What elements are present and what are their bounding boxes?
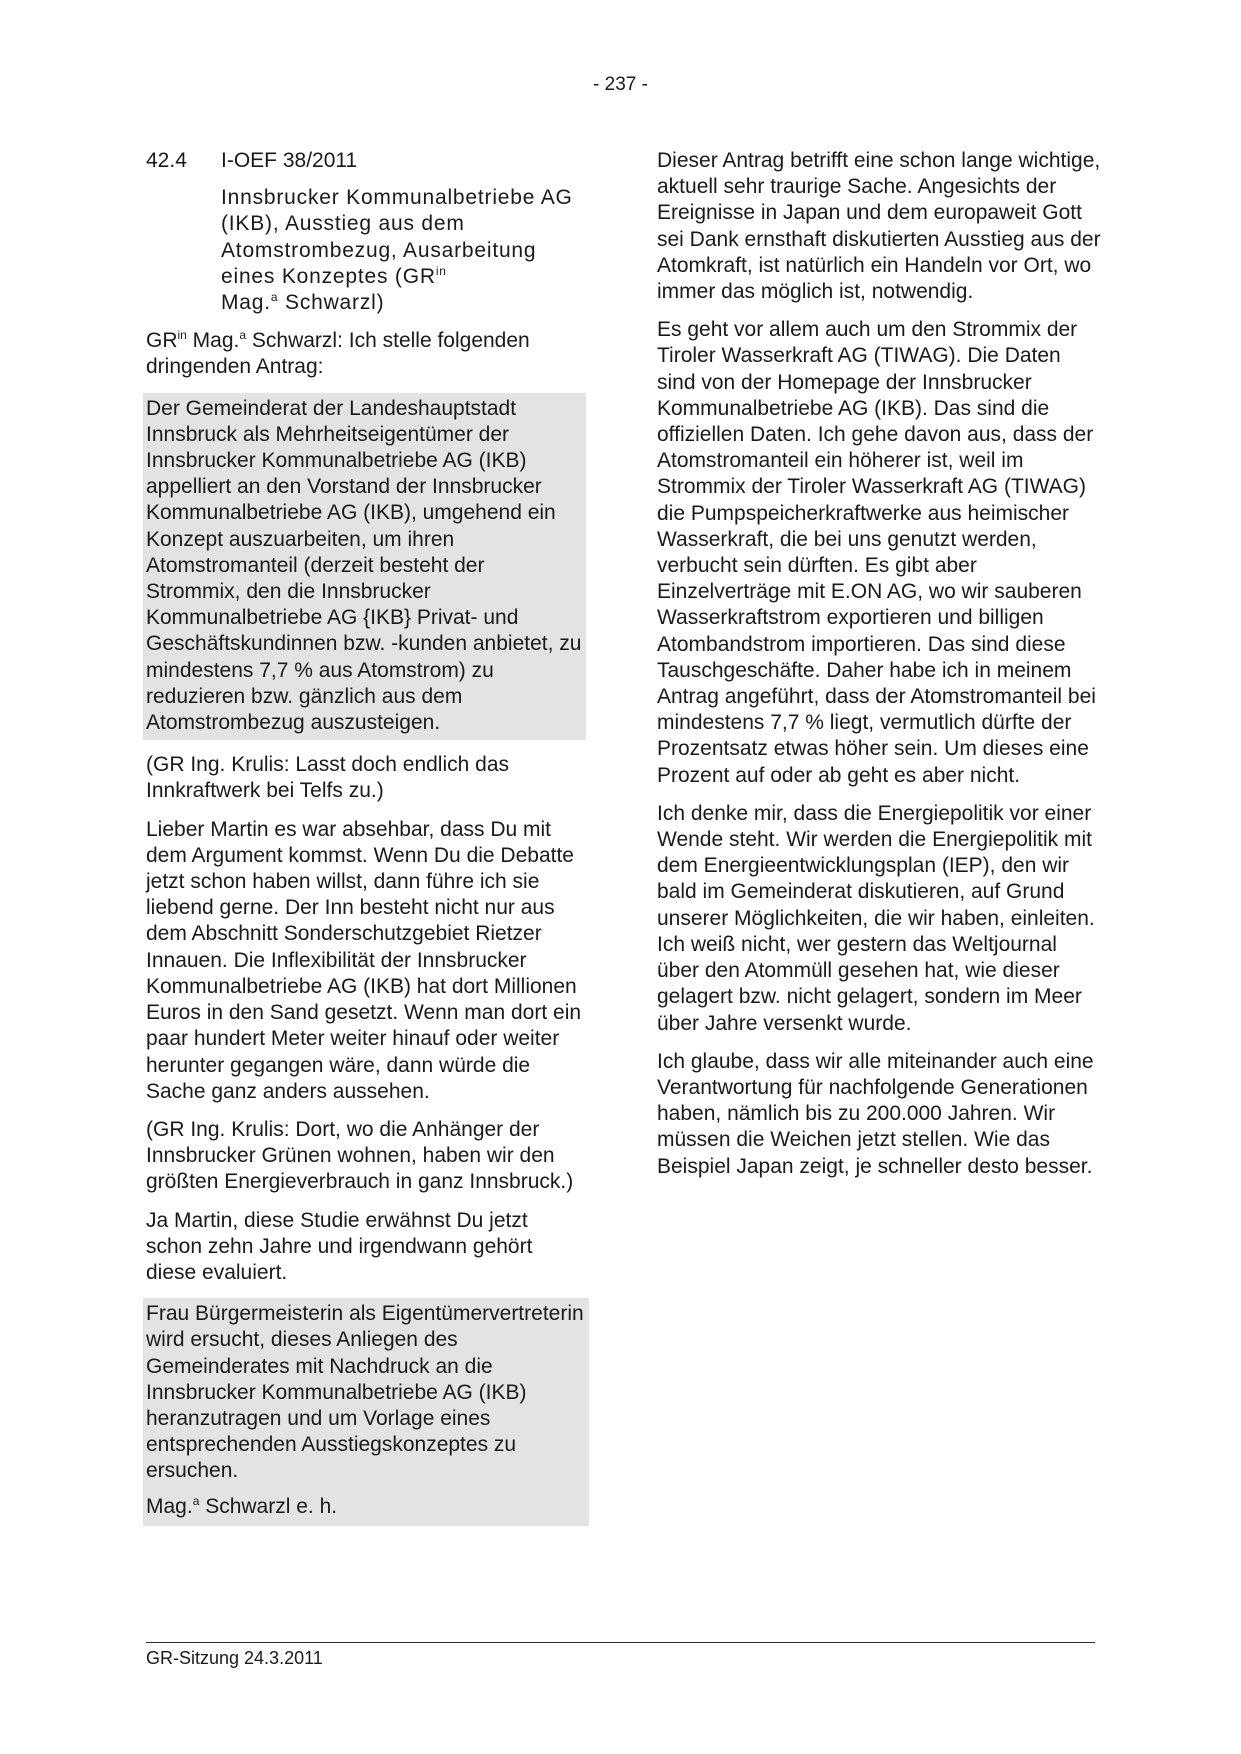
paragraph: Ich glaube, dass wir alle miteinander auch eine Verantwortung für nachfolgende Generationen haben, nämlich bis zu 200.000 Jahren. Wir müssen die Weichen jetzt stellen. Wie das Beispiel Japan zeigt, je schneller desto besser. [657,1049,1094,1178]
motion-signature: Mag.$^a$ Schwarzl e. h. [146,1493,338,1518]
paragraph: Ich denke mir, dass die Energiepolitik vor einer Wende steht. Wir werden die Energiepolitik mit dem Energieentwicklungsplan (IEP), den wir bald im Gemeinderat diskutieren, auf Grund unserer Möglichkeiten, die wir haben, einleiten. Ich weiß nicht, wer gestern das Weltjournal über den Atommüll gesehen hat, wie dieser gelagert bzw. nicht gelagert, sondern im Meer über Jahre versenkt wurde. [657,801,1095,1035]
motion-text-2 [143,1298,589,1526]
motion-paragraph: Frau Bürgermeisterin als Eigentümervertreterin wird ersucht, dieses Anliegen des Gemeinderates mit Nachdruck an die Innsbrucker Kommunalbetriebe AG (IKB) heranzutragen und um Vorlage eines entsprechenden Ausstiegskonzeptes zu ersuchen. [146,1302,584,1483]
agenda-number: 42.4 [146,149,187,172]
paragraph: Es geht vor allem auch um den Strommix der Tiroler Wasserkraft AG (TIWAG). Die Daten sind von der Homepage der Innsbrucker Kommunalbetriebe AG (IKB). Das sind die offiziellen Daten. Ich gehe davon aus, dass der Atomstromanteil ein höherer ist, weil im Strommix der Tiroler Wasserkraft AG (TIWAG) die Pumpspeicherkraftwerke aus heimischer Wasserkraft, die bei uns genutzt werden, verbucht sein dürften. Es gibt aber Einzelverträge mit E.ON AG, wo wir sauberen Wasserkraftstrom exportieren und billigen Atombandstrom importieren. Das sind diese Tauschgeschäfte. Daher habe ich in meinem Antrag angeführt, dass der Atomstromanteil bei mindestens 7,7 % liegt, vermutlich dürfte der Prozentsatz etwas höher sein. Um dieses eine Prozent auf oder ab geht es aber nicht. [657,318,1096,787]
interjection: (GR Ing. Krulis: Dort, wo die Anhänger der Innsbrucker Grünen wohnen, haben wir den größten Energieverbrauch in ganz Innsbruck.) [146,1117,574,1194]
agenda-subject: Innsbrucker Kommunalbetriebe AG (IKB), Ausstieg aus dem Atomstrombezug, Ausarbeitung eines Konzeptes ($GR^{in}$ Mag.$^a$ Schwarzl) [221,186,573,315]
right-column [657,148,1102,1192]
agenda-reference: I-OEF 38/2011 [221,149,358,172]
interjection: (GR Ing. Krulis: Lasst doch endlich das Innkraftwerk bei Telfs zu.) [146,753,510,803]
paragraph: Dieser Antrag betrifft eine schon lange wichtige, aktuell sehr traurige Sache. Angesichts der Ereignisse in Japan und dem europaweit Gott sei Dank ernsthaft diskutierten Ausstieg aus der Atomkraft, ist natürlich ein Handeln vor Ort, wo immer das möglich ist, notwendig. [657,149,1101,304]
agenda-heading [146,148,586,174]
motion-text-1 [143,393,586,741]
speaker-intro: $GR^{in}$ Mag.$^a$ Schwarzl: Ich stelle folgenden dringenden Antrag: [146,328,530,379]
motion-paragraph: Der Gemeinderat der Landeshauptstadt Innsbruck als Mehrheitseigentümer der Innsbrucker Kommunalbetriebe AG (IKB) appelliert an den Vorstand der Innsbrucker Kommunalbetriebe AG (IKB), umgehend ein Konzept auszuarbeiten, um ihren Atomstromanteil (derzeit besteht der Strommix, den die Innsbrucker Kommunalbetriebe AG {IKB} Privat- und Geschäftskundinnen bzw. -kunden anbietet, zu mindestens 7,7 % aus Atomstrom) zu reduzieren bzw. gänzlich aus dem Atomstrombezug auszusteigen. [146,396,582,735]
footer-session-date: GR-Sitzung 24.3.2011 [146,1648,323,1668]
paragraph: Ja Martin, diese Studie erwähnst Du jetzt schon zehn Jahre und irgendwann gehört diese evaluiert. [146,1208,533,1284]
left-column [146,148,586,1526]
paragraph: Lieber Martin es war absehbar, dass Du mit dem Argument kommst. Wenn Du die Debatte jetzt schon haben willst, dann führe ich sie liebend gerne. Der Inn besteht nicht nur aus dem Abschnitt Sonderschutzgebiet Rietzer Innauen. Die Inflexibilität der Innsbrucker Kommunalbetriebe AG (IKB) hat dort Millionen Euros in den Sand gesetzt. Wenn man dort ein paar hundert Meter weiter hinauf oder weiter herunter gegangen wäre, dann würde die Sache ganz anders aussehen. [146,817,582,1103]
footer-divider [146,1642,1095,1643]
page-number: - 237 - [593,74,648,95]
